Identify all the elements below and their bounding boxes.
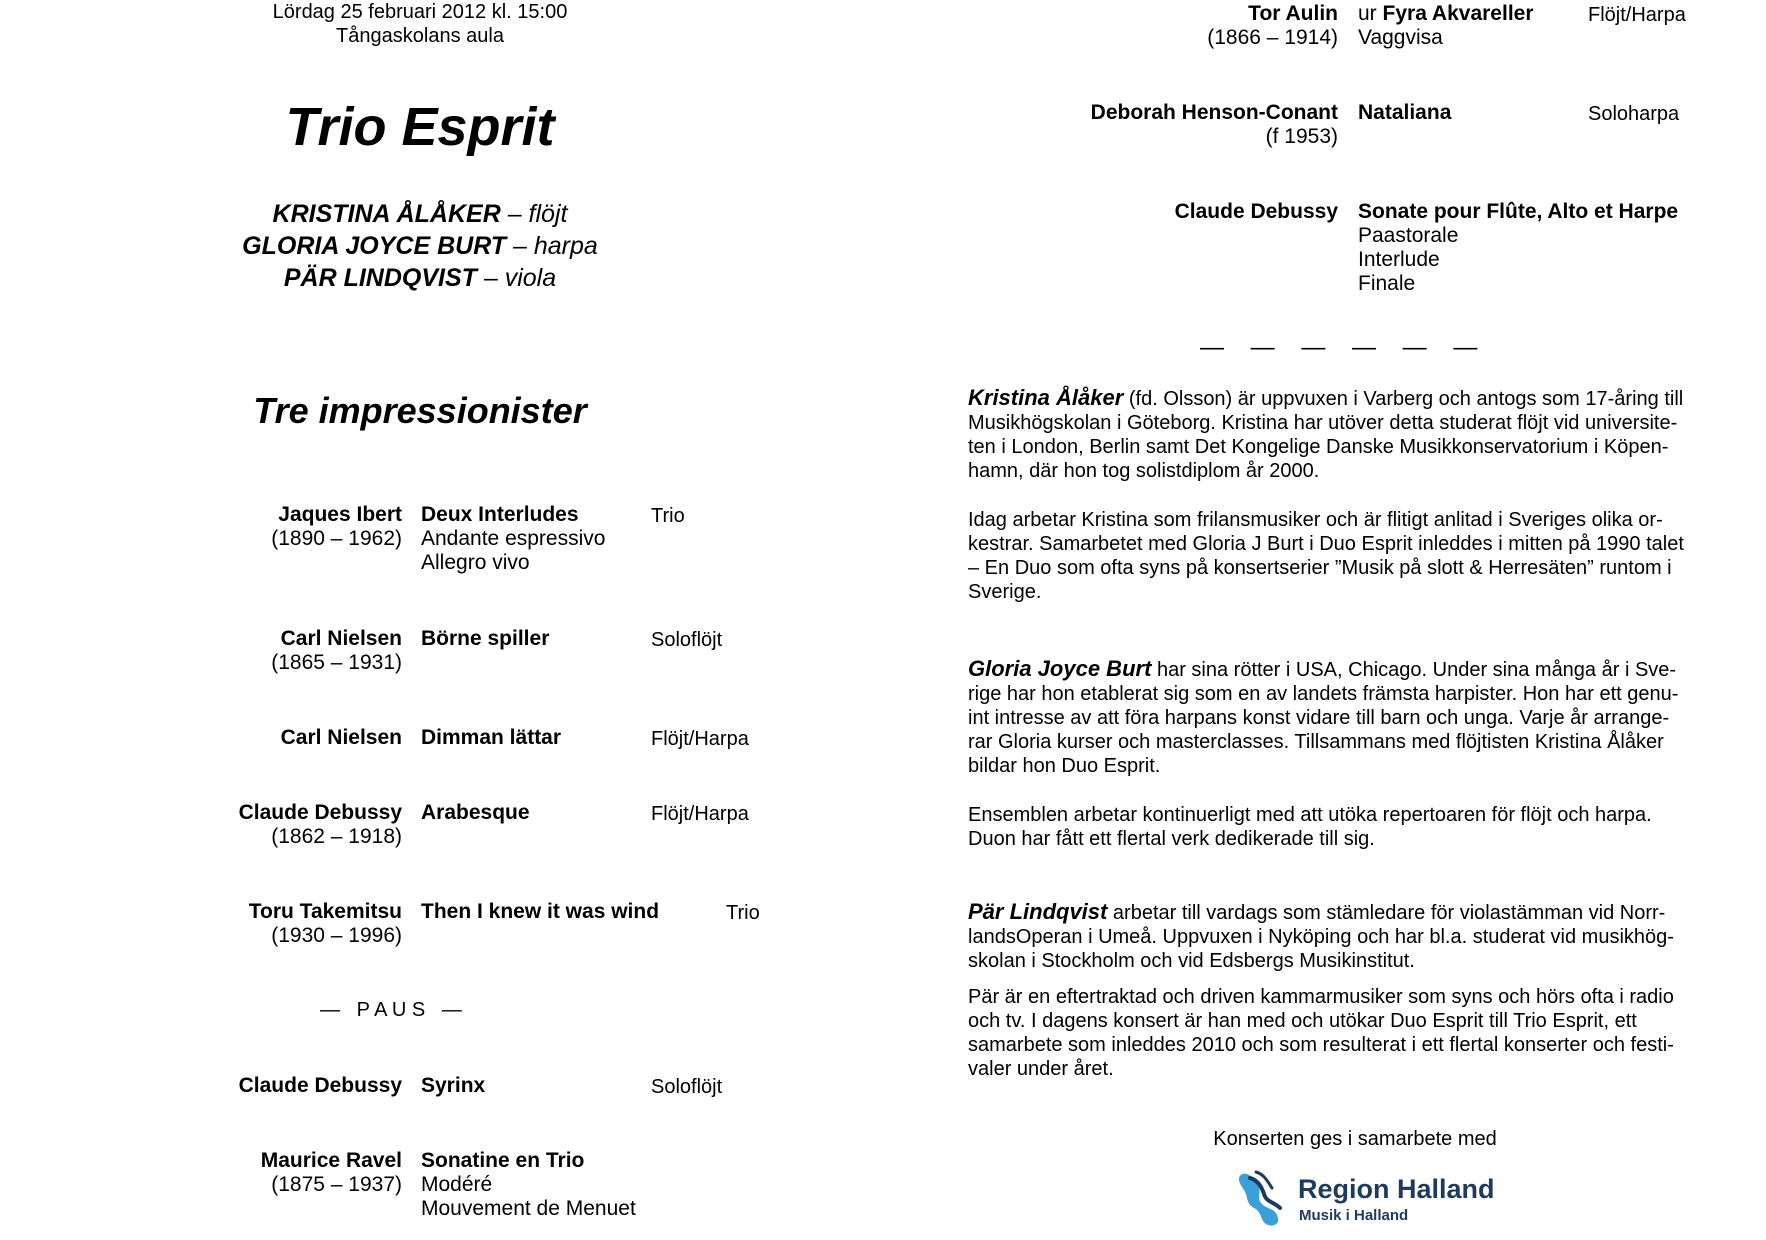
bio-name: Kristina Ålåker	[968, 385, 1124, 410]
instrumentation: Flöjt/Harpa	[1588, 4, 1686, 26]
instrumentation: Trio	[651, 505, 685, 527]
work-title: Sonate pour Flûte, Alto et Harpe	[1358, 200, 1679, 223]
work-title: Nataliana	[1358, 101, 1452, 124]
performer-instrument: – flöjt	[500, 200, 568, 228]
composer-name: Maurice Ravel	[260, 1149, 402, 1172]
event-venue: Tångaskolans aula	[336, 25, 504, 47]
concert-title: Trio Esprit	[285, 97, 555, 157]
region-halland-logo	[1236, 1168, 1498, 1230]
pause-divider: — P A U S —	[320, 999, 462, 1021]
composer-name: Carl Nielsen	[280, 627, 402, 650]
composer-name: Claude Debussy	[238, 801, 402, 824]
bio-text-line: skolan i Stockholm och vid Edsbergs Musikinstitut.	[968, 950, 1415, 972]
movement: Andante espressivo	[421, 527, 606, 550]
bio-gloria	[968, 657, 1720, 778]
composer-years: (1890 – 1962)	[271, 527, 402, 550]
bio-name: Gloria Joyce Burt	[968, 656, 1152, 681]
composer-years: (1866 – 1914)	[1207, 26, 1338, 49]
section-separator: — — — — — —	[1200, 334, 1488, 361]
bio-text-line: Ensemblen arbetar kontinuerligt med att utöka repertoaren för flöjt och harpa.	[968, 804, 1652, 826]
program-item-work	[421, 503, 605, 575]
performer-3	[170, 262, 670, 294]
work-title: Syrinx	[421, 1074, 486, 1097]
logo-name: Region Halland	[1298, 1174, 1495, 1204]
composer-years: (1865 – 1931)	[271, 651, 402, 674]
bio-text-line: och tv. I dagens konsert är han med och utökar Duo Esprit till Trio Esprit, ett	[968, 1010, 1637, 1032]
instrumentation: Soloflöjt	[651, 1076, 723, 1098]
program-item-composer	[220, 503, 402, 551]
composer-years: (1930 – 1996)	[271, 924, 402, 947]
bio-ensemble	[968, 803, 1720, 851]
work-title: Sonatine en Trio	[421, 1149, 585, 1172]
composer-name: Claude Debussy	[1174, 200, 1338, 223]
bio-text-line: har sina rötter i USA, Chicago. Under sina många år i Sve-	[1156, 659, 1677, 681]
composer-name: Jaques Ibert	[278, 503, 402, 526]
movement: Paastorale	[1358, 224, 1459, 247]
bio-text-line: samarbete som inleddes 2010 och som resulterat i ett flertal konserter och festi-	[968, 1034, 1674, 1056]
program-item-composer	[212, 801, 402, 849]
bio-text-line: int intresse av att föra harpans konst vidare till barn och unga. Varje år arrange-	[968, 707, 1670, 729]
program-item-composer	[212, 900, 402, 948]
event-date: Lördag 25 februari 2012 kl. 15:00	[272, 1, 568, 23]
instrumentation: Flöjt/Harpa	[651, 803, 749, 825]
bio-text-line: Musikhögskolan i Göteborg. Kristina har utöver detta studerat flöjt vid universite-	[968, 412, 1678, 434]
bio-text-line: kestrar. Samarbetet med Gloria J Burt i Duo Esprit inleddes i mitten på 1990 talet	[968, 533, 1684, 555]
bio-text-line: hamn, där hon tog solistdiplom år 2000.	[968, 460, 1320, 482]
instrumentation: Soloflöjt	[651, 629, 723, 651]
bio-text-line: ten i London, Berlin samt Det Kongelige Danske Musikkonservatorium i Köpen-	[968, 436, 1669, 458]
performer-name: PÄR LINDQVIST	[283, 264, 477, 292]
movement: Vaggvisa	[1358, 26, 1443, 49]
work-title: Fyra Akvareller	[1382, 2, 1534, 25]
composer-name: Toru Takemitsu	[248, 900, 402, 923]
composer-name: Tor Aulin	[1248, 2, 1338, 25]
composer-name: Carl Nielsen	[280, 726, 402, 749]
performer-instrument: – viola	[476, 264, 557, 292]
bio-text-line: (fd. Olsson) är uppvuxen i Varberg och antogs som 17-åring till	[1128, 388, 1684, 410]
program-item-work	[1358, 2, 1534, 50]
cooperation-note: Konserten ges i samarbete med	[1213, 1128, 1497, 1150]
composer-years: (1862 – 1918)	[271, 825, 402, 848]
bio-text-line: bildar hon Duo Esprit.	[968, 755, 1161, 777]
movement: Allegro vivo	[421, 551, 530, 574]
program-item-work	[1358, 200, 1678, 296]
composer-years: (f 1953)	[1265, 125, 1338, 148]
bio-par	[968, 900, 1720, 973]
bio-par-2	[968, 985, 1720, 1081]
work-title: Arabesque	[421, 801, 530, 824]
program-title: Tre impressionister	[253, 390, 587, 431]
program-item-work	[421, 1149, 636, 1221]
performer-list	[170, 198, 670, 294]
bio-text-line: Pär är en eftertraktad och driven kammarmusiker som syns och hörs ofta i radio	[968, 986, 1674, 1008]
bio-text-line: rige har hon etablerat sig som en av landets främsta harpister. Hon har ett genu-	[968, 683, 1679, 705]
bio-text-line: Duon har fått ett flertal verk dedikerade till sig.	[968, 828, 1375, 850]
movement: Modéré	[421, 1173, 493, 1196]
movement: Mouvement de Menuet	[421, 1197, 636, 1220]
movement: Finale	[1358, 272, 1416, 295]
composer-years: (1875 – 1937)	[271, 1173, 402, 1196]
work-title: Then I knew it was wind	[421, 900, 660, 923]
performer-name: GLORIA JOYCE BURT	[242, 232, 507, 260]
performer-2	[170, 230, 670, 262]
bio-text-line: rar Gloria kurser och masterclasses. Tillsammans med flöjtisten Kristina Ålåker	[968, 731, 1664, 753]
composer-name: Deborah Henson-Conant	[1090, 101, 1338, 124]
logo-subtitle: Musik i Halland	[1299, 1207, 1409, 1224]
performer-1	[170, 198, 670, 230]
bio-kristina	[968, 386, 1720, 483]
composer-name: Claude Debussy	[238, 1074, 402, 1097]
bio-kristina-2	[968, 508, 1720, 604]
program-item-composer	[220, 627, 402, 675]
instrumentation: Flöjt/Harpa	[651, 728, 749, 750]
work-title: Börne spiller	[421, 627, 550, 650]
work-title: Deux Interludes	[421, 503, 579, 526]
work-title: Dimman lättar	[421, 726, 562, 749]
event-info	[220, 0, 620, 48]
bio-name: Pär Lindqvist	[968, 899, 1108, 924]
bio-text-line: – En Duo som ofta syns på konsertserier ”Musik på slott & Herresäten” runtom i	[968, 557, 1672, 579]
bio-text-line: landsOperan i Umeå. Uppvuxen i Nyköping och har bl.a. studerat vid musikhög-	[968, 926, 1674, 948]
halland-county-icon	[1239, 1172, 1280, 1226]
program-item-composer	[212, 1149, 402, 1197]
program-item-composer	[212, 1074, 402, 1098]
work-prefix: ur	[1358, 2, 1383, 25]
program-item-composer	[1100, 2, 1338, 50]
bio-text-line: valer under året.	[968, 1058, 1114, 1080]
program-item-composer	[1000, 101, 1338, 149]
bio-text-line: Sverige.	[968, 581, 1042, 603]
bio-text-line: arbetar till vardags som stämledare för violastämman vid Norr-	[1112, 902, 1666, 924]
instrumentation: Soloharpa	[1588, 103, 1680, 125]
performer-name: KRISTINA ÅLÅKER	[272, 200, 501, 228]
performer-instrument: – harpa	[506, 232, 598, 260]
movement: Interlude	[1358, 248, 1440, 271]
instrumentation: Trio	[726, 902, 760, 924]
program-item-composer	[220, 726, 402, 750]
program-item-composer	[1100, 200, 1338, 224]
bio-text-line: Idag arbetar Kristina som frilansmusiker och är flitigt anlitad i Sveriges olika or-	[968, 509, 1663, 531]
